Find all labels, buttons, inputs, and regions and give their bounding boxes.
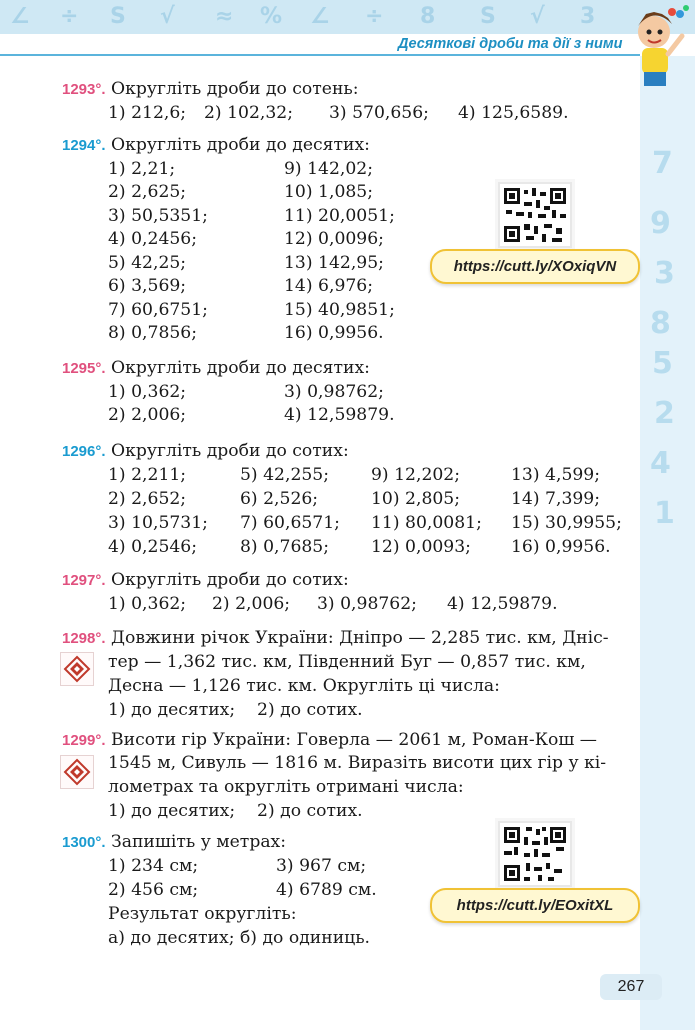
exercise-1298-line4: 1) до десятих; 2) до сотих. — [108, 700, 363, 720]
side-decor-band: 7 9 3 8 5 2 4 1 — [640, 56, 695, 1030]
page-number: 267 — [600, 974, 662, 1000]
item: 2) 2,652; — [108, 489, 187, 509]
item: 4) 12,59879. — [284, 405, 395, 425]
embroidery-ornament-icon — [60, 652, 94, 686]
item: 14) 7,399; — [511, 489, 601, 509]
exercise-number: 1293°. — [62, 81, 106, 98]
exercise-1300-title — [62, 831, 286, 855]
item: 4) 6789 см. — [276, 880, 377, 900]
header-title: Десяткові дроби та дії з ними — [398, 36, 623, 52]
item: 16) 0,9956. — [511, 537, 611, 557]
exercise-text: Округліть дроби до десятих: — [111, 135, 370, 155]
exercise-1299-line2: 1545 м, Сивуль — 1816 м. Виразіть висоти цих гір у кі- — [108, 753, 607, 773]
exercise-number: 1299°. — [62, 732, 106, 749]
item: 8) 0,7856; — [108, 323, 198, 343]
item: 7) 60,6571; — [240, 513, 340, 533]
item: 2) 102,32; — [204, 103, 294, 123]
exercise-1296-title — [62, 440, 349, 464]
item: 15) 40,9851; — [284, 300, 395, 320]
exercise-1299-line3: лометрах та округліть отримані числа: — [108, 777, 464, 797]
exercise-1298-line1 — [62, 627, 609, 651]
item: 13) 4,599; — [511, 465, 601, 485]
exercise-text: Висоти гір України: Говерла — 2061 м, Роман-Кош — — [111, 730, 597, 750]
header-rule — [0, 54, 640, 56]
item: 9) 142,02; — [284, 159, 374, 179]
exercise-text: Округліть дроби до сотень: — [111, 79, 359, 99]
item: 6) 3,569; — [108, 276, 187, 296]
exercise-text: Довжини річок України: Дніпро — 2,285 тис. км, Дніс- — [111, 628, 609, 648]
item: 1) 0,362; — [108, 594, 187, 614]
item: 2) 2,006; — [212, 594, 291, 614]
exercise-text: Округліть дроби до сотих: — [111, 570, 349, 590]
item: 3) 967 см; — [276, 856, 367, 876]
item: 4) 12,59879. — [447, 594, 558, 614]
item: 1) 2,21; — [108, 159, 176, 179]
top-decor-band: ∠ ÷ S √ ≈ % ∠ ÷ 8 S √ 3 — [0, 0, 695, 34]
qr-link-2[interactable]: https://cutt.ly/EOxitXL — [430, 888, 640, 923]
exercise-text: Округліть дроби до сотих: — [111, 441, 349, 461]
item: 3) 570,656; — [329, 103, 429, 123]
exercise-number: 1297°. — [62, 572, 106, 589]
item: 1) 234 см; — [108, 856, 199, 876]
item: 5) 42,255; — [240, 465, 330, 485]
item: 12) 0,0093; — [371, 537, 471, 557]
qr-link-1[interactable]: https://cutt.ly/XOxiqVN — [430, 249, 640, 284]
exercise-1300-options: а) до десятих; б) до одиниць. — [108, 928, 371, 948]
qr-code-icon[interactable] — [500, 184, 570, 246]
exercise-1293-title — [62, 78, 359, 102]
item: 2) 2,625; — [108, 182, 187, 202]
exercise-text: Запишіть у метрах: — [111, 832, 287, 852]
item: 14) 6,976; — [284, 276, 374, 296]
item: 15) 30,9955; — [511, 513, 622, 533]
exercise-number: 1295°. — [62, 360, 106, 377]
exercise-1298-line2: тер — 1,362 тис. км, Південний Буг — 0,857 тис. км, — [108, 652, 586, 672]
item: 4) 125,6589. — [458, 103, 569, 123]
exercise-1294-title — [62, 134, 370, 158]
item: 6) 2,526; — [240, 489, 319, 509]
exercise-text: Округліть дроби до десятих: — [111, 358, 370, 378]
item: 13) 142,95; — [284, 253, 384, 273]
item: 4) 0,2546; — [108, 537, 198, 557]
exercise-1297-title — [62, 569, 349, 593]
exercise-number: 1294°. — [62, 137, 106, 154]
exercise-number: 1298°. — [62, 630, 106, 647]
exercise-1295-title — [62, 357, 370, 381]
item: 10) 2,805; — [371, 489, 461, 509]
qr-code-icon[interactable] — [500, 823, 570, 885]
item: 3) 50,5351; — [108, 206, 208, 226]
item: 2) 456 см; — [108, 880, 199, 900]
item: 7) 60,6751; — [108, 300, 208, 320]
item: 10) 1,085; — [284, 182, 374, 202]
item: 5) 42,25; — [108, 253, 187, 273]
item: 8) 0,7685; — [240, 537, 330, 557]
item: 3) 0,98762; — [284, 382, 384, 402]
exercise-number: 1296°. — [62, 443, 106, 460]
item: 11) 20,0051; — [284, 206, 395, 226]
item: 1) 212,6; — [108, 103, 187, 123]
item: 3) 10,5731; — [108, 513, 208, 533]
item: 12) 0,0096; — [284, 229, 384, 249]
exercise-1298-line3: Десна — 1,126 тис. км. Округліть ці числа: — [108, 676, 500, 696]
embroidery-ornament-icon — [60, 755, 94, 789]
item: 16) 0,9956. — [284, 323, 384, 343]
item: 4) 0,2456; — [108, 229, 198, 249]
item: 1) 0,362; — [108, 382, 187, 402]
item: 11) 80,0081; — [371, 513, 482, 533]
mascot-boy-icon — [628, 2, 690, 92]
exercise-1300-result: Результат округліть: — [108, 904, 297, 924]
item: 2) 2,006; — [108, 405, 187, 425]
item: 1) 2,211; — [108, 465, 187, 485]
item: 3) 0,98762; — [317, 594, 417, 614]
exercise-1299-line4: 1) до десятих; 2) до сотих. — [108, 801, 363, 821]
exercise-1299-line1 — [62, 729, 597, 753]
item: 9) 12,202; — [371, 465, 461, 485]
exercise-number: 1300°. — [62, 834, 106, 851]
